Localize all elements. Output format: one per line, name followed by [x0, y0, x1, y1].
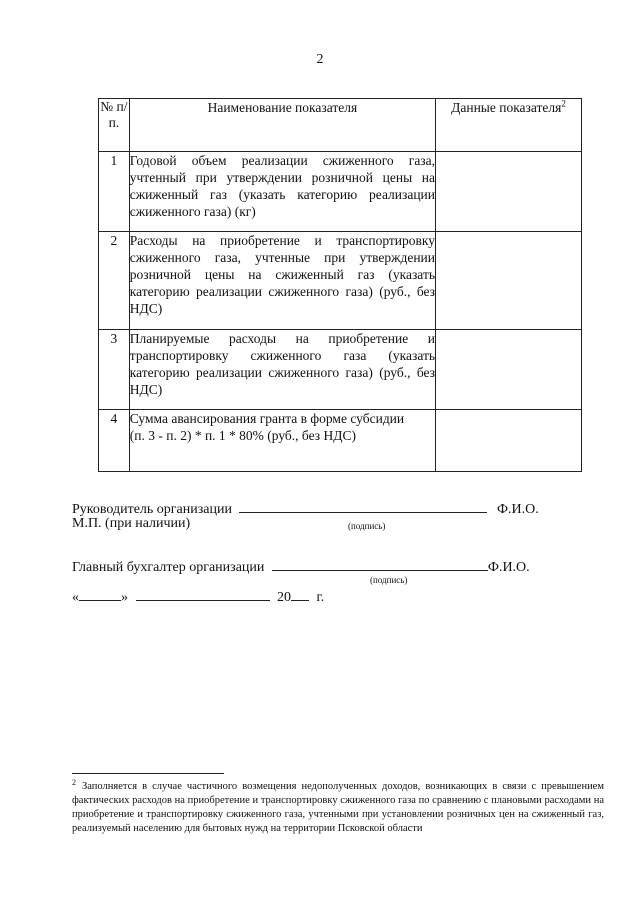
- table-row: [99, 232, 582, 330]
- header-data-footnote-ref: 2: [561, 98, 566, 109]
- row-name: [129, 410, 435, 472]
- row-name: Расходы на приобретение и транспортировку сжиженного газа, учтенные при утверждении розничной цены на сжиженный газ (указать категорию реализации сжиженного газа) (руб., без НДС): [129, 232, 435, 330]
- header-name: Наименование показателя: [129, 99, 435, 152]
- date-line: [72, 586, 324, 606]
- footnote: [72, 777, 604, 836]
- date-close-quote: »: [121, 590, 128, 605]
- head-signature-field[interactable]: [239, 498, 487, 513]
- header-num: № п/п.: [99, 99, 130, 152]
- accountant-signature-field[interactable]: [272, 556, 488, 571]
- accountant-signature-line: [72, 556, 530, 576]
- row-num: 1: [99, 152, 130, 232]
- footnote-text: Заполняется в случае частичного возмещения недополученных доходов, возникающих в связи с превышением фактических расходов на приобретение и транспортировку сжиженного газа по сравнению с плановыми расходами на приобретение и транспортировку сжиженного газа, учтенными при установлении розничных цен на сжиженный газ, реализуемый населению для бытовых нужд на территории Псковской области: [72, 781, 604, 834]
- head-fio: Ф.И.О.: [496, 502, 539, 517]
- row-num: 2: [99, 232, 130, 330]
- row-name: Годовой объем реализации сжиженного газа, учтенный при утверждении розничной цены на сжиженный газ (указать категорию реализации сжиженного газа) (кг): [129, 152, 435, 232]
- row-name-line2: (п. 3 - п. 2) * п. 1 * 80% (руб., без НДС): [129, 428, 356, 443]
- row-num: 3: [99, 330, 130, 410]
- accountant-fio: Ф.И.О.: [487, 560, 530, 575]
- footnote-ref: 2: [72, 777, 76, 787]
- row-name: Планируемые расходы на приобретение и транспортировку сжиженного газа (указать категорию реализации сжиженного газа) (руб., без НДС): [129, 330, 435, 410]
- table-header-row: [99, 99, 582, 152]
- header-data: [436, 99, 582, 152]
- row-value[interactable]: [436, 152, 582, 232]
- indicators-table: [98, 98, 582, 472]
- date-year-suffix: г.: [316, 590, 325, 605]
- stamp-label: М.П. (при наличии): [72, 516, 191, 531]
- row-num: 4: [99, 410, 130, 472]
- head-signature-note: (подпись): [348, 521, 386, 531]
- accountant-label: Главный бухгалтер организации: [72, 560, 265, 575]
- table-row: [99, 410, 582, 472]
- row-value[interactable]: [436, 410, 582, 472]
- row-name-line1: Сумма авансирования гранта в форме субсидии: [129, 411, 405, 426]
- footnote-separator: [72, 773, 224, 774]
- row-value[interactable]: [436, 330, 582, 410]
- head-signature-line: [72, 498, 539, 518]
- row-value[interactable]: [436, 232, 582, 330]
- table-row: [99, 330, 582, 410]
- date-day-field[interactable]: [79, 586, 121, 601]
- date-year-prefix: 20: [277, 590, 291, 605]
- accountant-signature-note: (подпись): [370, 575, 408, 585]
- date-month-field[interactable]: [136, 586, 270, 601]
- date-year-field[interactable]: [291, 586, 309, 601]
- table-row: [99, 152, 582, 232]
- page-number: 2: [316, 52, 324, 67]
- header-data-label: Данные показателя: [451, 100, 562, 115]
- date-open-quote: «: [72, 590, 79, 605]
- head-label: Руководитель организации: [72, 502, 232, 517]
